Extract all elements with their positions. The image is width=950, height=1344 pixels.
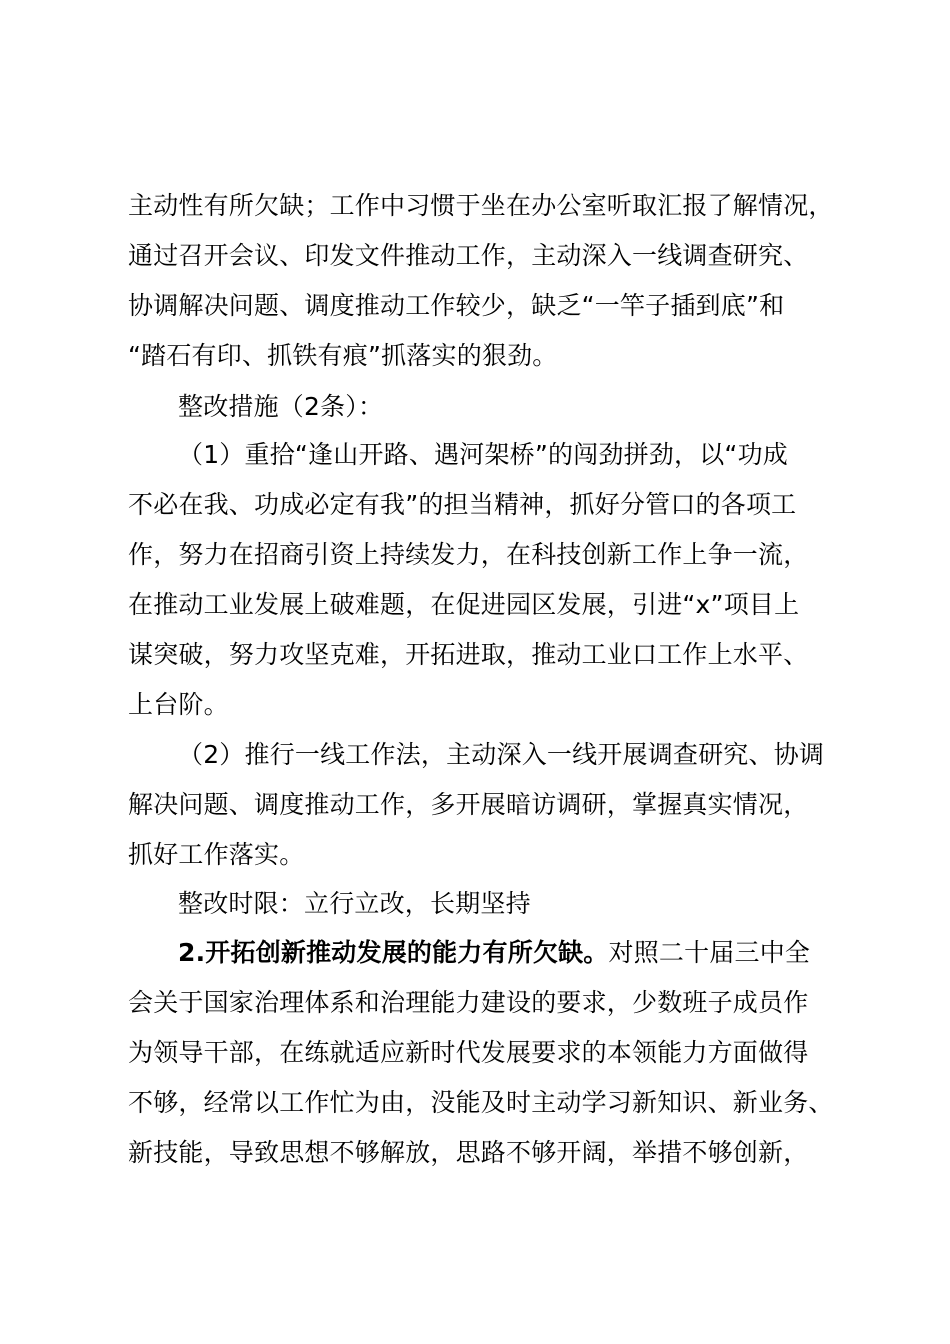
section-2-first-line bbox=[178, 938, 810, 968]
measure-1-line: 作，努力在招商引资上持续发力，在科技创新工作上争一流， bbox=[128, 540, 809, 569]
measure-2-line: 抓好工作落实。 bbox=[128, 840, 305, 869]
section-2-line: 为领导干部，在练就适应新时代发展要求的本领能力方面做得 bbox=[128, 1038, 809, 1067]
measures-heading: 整改措施（2条）： bbox=[178, 392, 384, 421]
paragraph-line: “踏石有印、抓铁有痕”抓落实的狠劲。 bbox=[128, 341, 558, 370]
measure-2-line: （2）推行一线工作法，主动深入一线开展调查研究、协调 bbox=[178, 740, 825, 769]
section-2-line: 新技能，导致思想不够解放，思路不够开阔，举措不够创新， bbox=[128, 1138, 809, 1167]
paragraph-line: 通过召开会议、印发文件推动工作，主动深入一线调查研究、 bbox=[128, 241, 809, 270]
measure-1-line: 在推动工业发展上破难题，在促进园区发展，引进“x”项目上 bbox=[128, 590, 800, 619]
section-2-text: 对照二十届三中全 bbox=[608, 938, 811, 967]
section-2-line: 不够，经常以工作忙为由，没能及时主动学习新知识、新业务、 bbox=[128, 1088, 834, 1117]
measure-1-line: 谋突破，努力攻坚克难，开拓进取，推动工业口工作上水平、 bbox=[128, 640, 809, 669]
measure-1-line: 上台阶。 bbox=[128, 690, 229, 719]
section-2-heading: 2.开拓创新推动发展的能力有所欠缺。 bbox=[178, 938, 609, 967]
paragraph-line: 主动性有所欠缺；工作中习惯于坐在办公室听取汇报了解情况， bbox=[128, 191, 834, 220]
deadline-line: 整改时限：立行立改，长期坚持 bbox=[178, 889, 531, 918]
measure-2-line: 解决问题、调度推动工作，多开展暗访调研，掌握真实情况， bbox=[128, 790, 809, 819]
paragraph-line: 协调解决问题、调度推动工作较少，缺乏“一竿子插到底”和 bbox=[128, 291, 785, 320]
measure-1-line: （1）重拾“逢山开路、遇河架桥”的闯劲拼劲，以“功成 bbox=[178, 440, 788, 469]
section-2-line: 会关于国家治理体系和治理能力建设的要求，少数班子成员作 bbox=[128, 988, 809, 1017]
measure-1-line: 不必在我、功成必定有我”的担当精神，抓好分管口的各项工 bbox=[128, 490, 797, 519]
